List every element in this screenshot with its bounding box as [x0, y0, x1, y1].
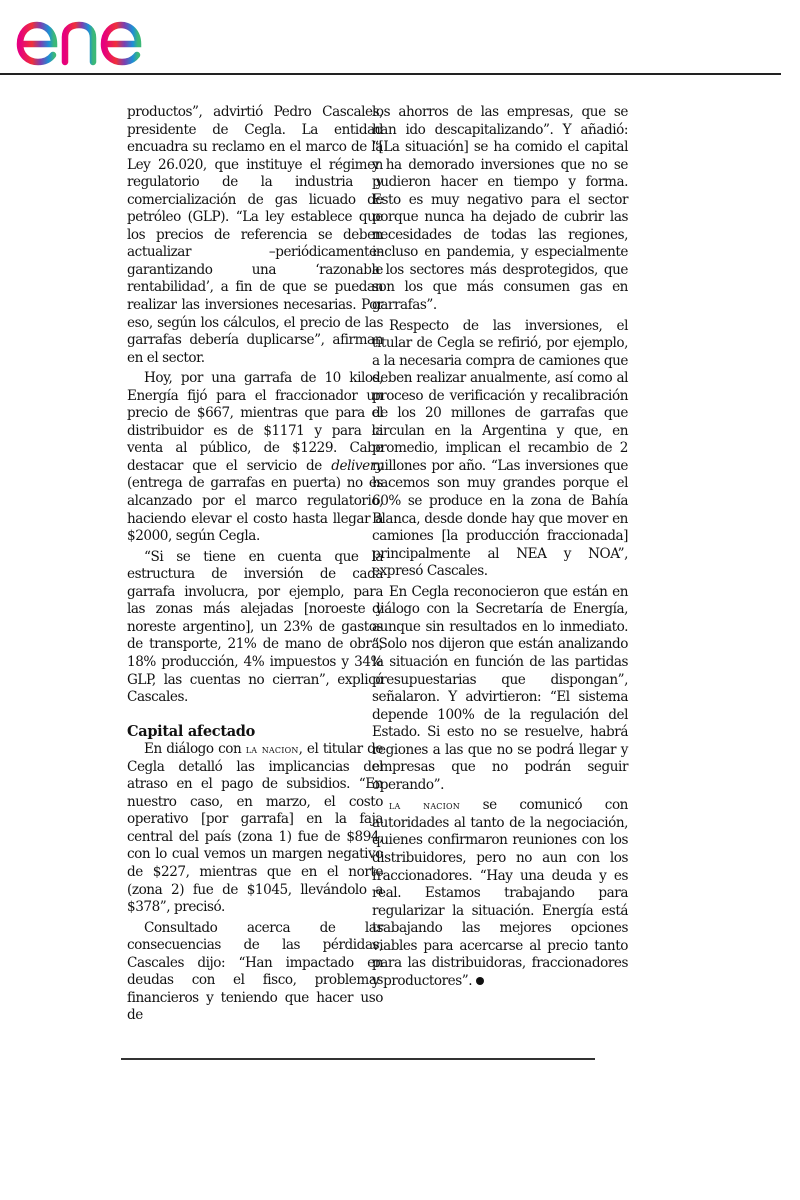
article-column-right: [372, 104, 628, 993]
page-header: [0, 0, 800, 80]
enel-logo: [14, 4, 184, 68]
paragraph: Respecto de las inversiones, el titular de Cegla se refirió, por ejemplo, a la necesaria compra de camiones que deben realizar anualmente, así como al proceso de verificación y recalibración de los 20 millones de garrafas que circulan en la Argentina y que, en promedio, implican el recambio de 2 millones por año. “Las inversiones que hacemos son muy grandes porque el 60% se produce en la zona de Bahía Blanca, desde donde hay que mover en camiones [la producción fraccionada] principalmente al NEA y NOA”, expresó Cascales.: [372, 317, 628, 580]
paragraph: “Si se tiene en cuenta que la estructura de inversión de cada garrafa involucra, por ejemplo, para las zonas más alejadas [noroeste y noreste argentino], un 23% de gastos de transporte, 21% de mano de obra, 18% producción, 4% impuestos y 34% GLP, las cuentas no cierran”, explicó Cascales.: [127, 548, 383, 706]
subheading: Capital afectado: [127, 722, 256, 740]
paragraph: En Cegla reconocieron que están en diálogo con la Secretaría de Energía, aunque sin resultados en lo inmediato. “Solo nos dijeron que están analizando la situación en función de las partidas presupuestarias que dispongan”, señalaron. Y advirtieron: “El sistema depende 100% de la regulación del Estado. Si esto no se resuelve, habrá regiones a las que no se podrá llegar y empresas que no podrán seguir operando”.: [372, 583, 628, 793]
header-rule: [0, 73, 781, 75]
footer-rule: [121, 1058, 595, 1060]
end-of-article-icon: [476, 977, 484, 985]
paragraph: los ahorros de las empresas, que se han ido descapitalizando”. Y añadió: “[La situación] se ha comido el capital y ha demorado inversiones que no se pudieron hacer en tiempo y forma. Esto es muy negativo para el sector porque nunca ha dejado de cubrir las necesidades de todas las regiones, incluso en pandemia, y especialmente a los sectores más desprotegidos, que son los que más consumen gas en garrafas”.: [372, 104, 628, 314]
article-column-left: [127, 104, 383, 1028]
paragraph: Hoy, por una garrafa de 10 kilos, Energía fijó para el fraccionador un precio de $667, mientras que para el distribuidor es de $1171 y para la venta al público, de $1229. Cabe destacar que el servicio de delivery (entrega de garrafas en puerta) no es alcanzado por el marco regulatorio, haciendo elevar el costo hasta llegar a $2000, según Cegla.: [127, 370, 383, 545]
paragraph: productos”, advirtió Pedro Cascales, presidente de Cegla. La entidad encuadra su reclamo en el marco de la Ley 26.020, que instituye el régimen regulatorio de la industria y comercialización de gas licuado de petróleo (GLP). “La ley establece que los precios de referencia se deben actualizar –periódicamente– garantizando una ‘razonable rentabilidad’, a fin de que se puedan realizar las inversiones necesarias. Por eso, según los cálculos, el precio de las garrafas debería duplicarse”, afirman en el sector.: [127, 104, 383, 366]
paragraph: En diálogo con la nacion, el titular de Cegla detalló las implicancias del atraso en el pago de subsidios. “En nuestro caso, en marzo, el costo operativo [por garrafa] en la faja central del país (zona 1) fue de $894, con lo cual vemos un margen negativo de $227, mientras que en el norte (zona 2) fue de $1045, llevándolo a $378”, precisó.: [127, 741, 383, 916]
paragraph: Consultado acerca de las consecuencias de las pérdidas, Cascales dijo: “Han impactado en deudas con el fisco, problemas financieros y teniendo que hacer uso de: [127, 919, 383, 1024]
paragraph: la nacion se comunicó con autoridades al tanto de la negociación, quienes confirmaron reuniones con los distribuidores, pero no aun con los fraccionadores. “Hay una deuda y es real. Estamos trabajando para regularizar la situación. Energía está trabajando las mejores opciones viables para acercarse al precio tanto para las distribuidoras, fraccionadores y productores”.: [372, 797, 628, 989]
